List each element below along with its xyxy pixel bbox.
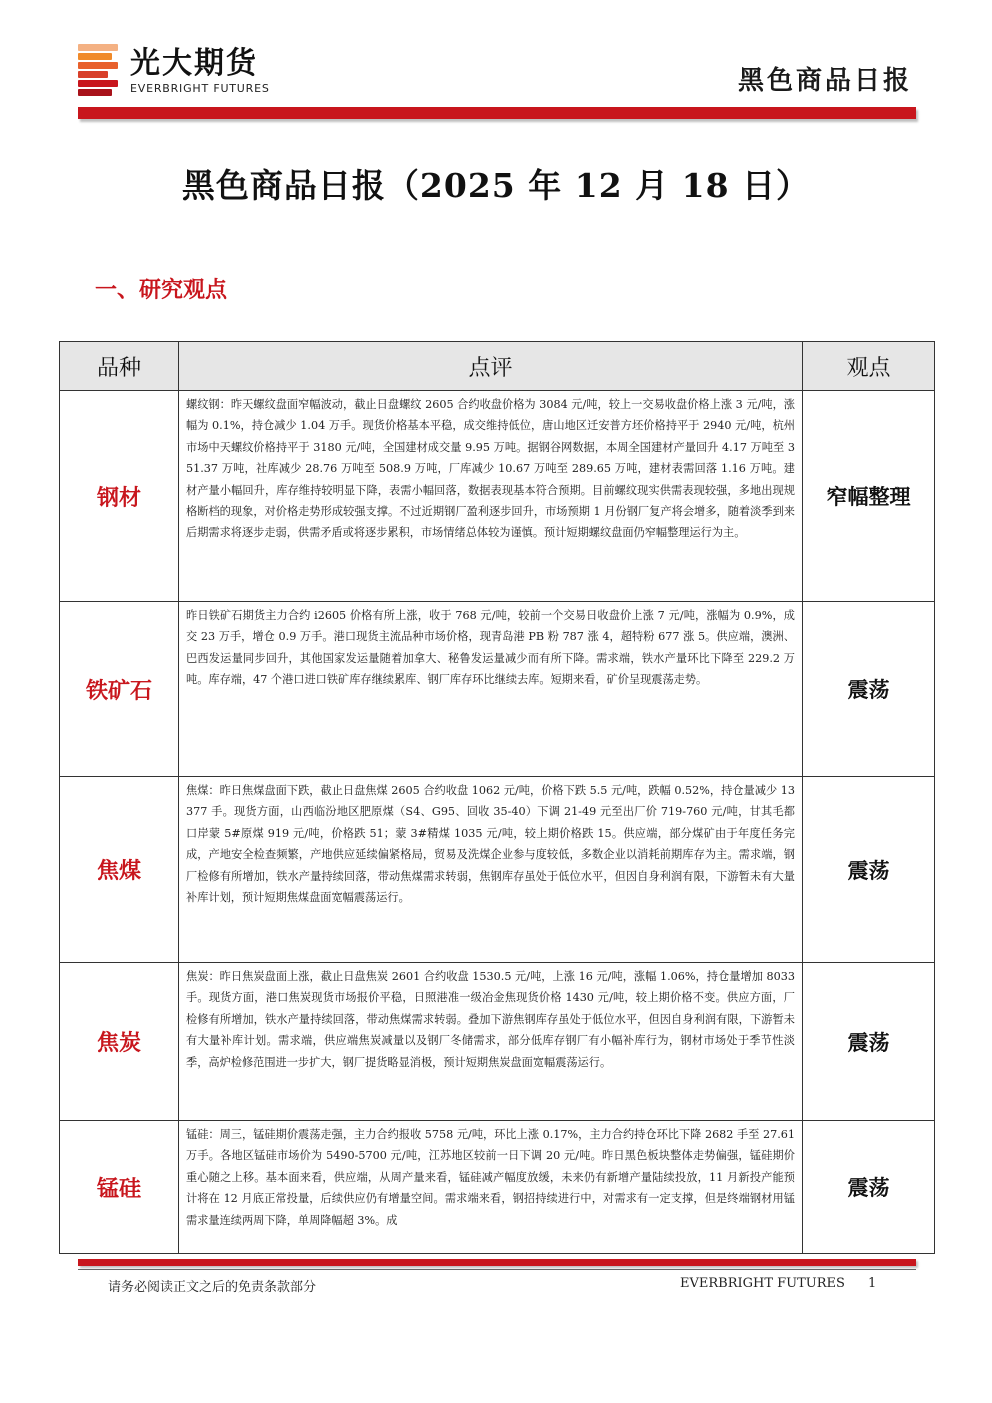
footer-brand: EVERBRIGHT FUTURES <box>680 1276 845 1291</box>
document-title: 黑色商品日报（2025 年 12 月 18 日） <box>181 166 811 205</box>
footer-disclaimer: 请务必阅读正文之后的免责条款部分 <box>108 1280 317 1295</box>
research-view-table <box>59 341 935 1254</box>
everbright-logo-icon <box>78 44 118 98</box>
table-row <box>60 1121 935 1254</box>
logo-name-cn: 光大期货 <box>130 46 258 81</box>
logo-name-en: EVERBRIGHT FUTURES <box>130 82 270 95</box>
comment-cell: 螺纹钢：昨天螺纹盘面窄幅波动，截止日盘螺纹 2605 合约收盘价格为 3084 元/吨，较上一交易收盘价格上涨 3 元/吨，涨幅为 0.1%，持仓减少 1.04 万手。现货价格基本平稳，成交维持低位，唐山地区迁安普方坯价格持平于 2940 元/吨，杭州市场中天螺纹价格持平于 3180 元/吨，全国建材成交量 9.95 万吨。据钢谷网数据，本周全国建材产量回升 4.17 万吨至 351.37 万吨，社库减少 28.76 万吨至 508.9 万吨，厂库减少 10.67 万吨至 289.65 万吨，建材表需回落 1.16 万吨。建材产量小幅回升，库存维持较明显下降，表需小幅回落，数据表现基本符合预期。目前螺纹现实供需表现较强，多地出现规格断档的现象，对价格走势形成较强支撑。不过近期钢厂盈利逐步回升，市场预期 1 月份钢厂复产将会增多，随着淡季到来后期需求将逐步走弱，供需矛盾或将逐步累积，市场情绪总体较为谨慎。预计短期螺纹盘面仍窄幅整理运行为主。 <box>179 391 803 602</box>
company-logo <box>78 44 278 98</box>
variety-cell: 铁矿石 <box>60 602 179 777</box>
variety-cell: 钢材 <box>60 391 179 602</box>
variety-cell: 锰硅 <box>60 1121 179 1254</box>
variety-cell: 焦煤 <box>60 777 179 963</box>
comment-cell: 昨日铁矿石期货主力合约 i2605 价格有所上涨，收于 768 元/吨，较前一个交易日收盘价上涨 7 元/吨，涨幅为 0.9%，成交 23 万手，增仓 0.9 万手。港口现货主流品种市场价格，现青岛港 PB 粉 787 涨 4，超特粉 677 涨 5。供应端，澳洲、巴西发运量同步回升，其他国家发运量随着加拿大、秘鲁发运量减少而有所下降。需求端，铁水产量环比下降至 229.2 万吨。库存端，47 个港口进口铁矿库存继续累库、钢厂库存环比继续去库。短期来看，矿价呈现震荡走势。 <box>179 602 803 777</box>
table-row <box>60 963 935 1121</box>
view-cell: 窄幅整理 <box>803 391 935 602</box>
table-row <box>60 391 935 602</box>
column-header-variety: 品种 <box>60 342 179 391</box>
page-number: 1 <box>868 1276 877 1291</box>
view-cell: 震荡 <box>803 1121 935 1254</box>
header-divider <box>78 107 916 119</box>
column-header-view: 观点 <box>803 342 935 391</box>
footer-divider <box>78 1259 916 1266</box>
table-row <box>60 602 935 777</box>
column-header-comment: 点评 <box>179 342 803 391</box>
table-header-row <box>60 342 935 391</box>
table-row <box>60 777 935 963</box>
footer-thin-rule <box>78 1269 916 1270</box>
header-report-title: 黑色商品日报 <box>737 66 912 96</box>
view-cell: 震荡 <box>803 777 935 963</box>
view-cell: 震荡 <box>803 963 935 1121</box>
variety-cell: 焦炭 <box>60 963 179 1121</box>
view-cell: 震荡 <box>803 602 935 777</box>
comment-cell: 焦炭：昨日焦炭盘面上涨，截止日盘焦炭 2601 合约收盘 1530.5 元/吨，上涨 16 元/吨，涨幅 1.06%，持仓量增加 8033 手。现货方面，港口焦炭现货市场报价平稳，日照港准一级冶金焦现货价格 1430 元/吨，较上期价格不变。供应方面，厂检修有所增加，铁水产量持续回落，带动焦煤需求转弱。叠加下游焦钢库存虽处于低位水平，但因自身利润有限，下游暂未有大量补库计划。需求端，供应端焦炭减量以及钢厂冬储需求，部分低库存钢厂有小幅补库行为，钢材市场处于季节性淡季，高炉检修范围进一步扩大，钢厂提货略显消极，预计短期焦炭盘面宽幅震荡运行。 <box>179 963 803 1121</box>
section-heading: 一、研究观点 <box>95 278 228 303</box>
comment-cell: 锰硅：周三，锰硅期价震荡走强，主力合约报收 5758 元/吨，环比上涨 0.17%，主力合约持仓环比下降 2682 手至 27.61 万手。各地区锰硅市场价为 5490-5700 元/吨，江苏地区较前一日下调 20 元/吨。昨日黑色板块整体走势偏强，锰硅期价重心随之上移。基本面来看，供应端，从周产量来看，锰硅减产幅度放缓，未来仍有新增产量陆续投放，11 月新投产能预计将在 12 月底正常投量，后续供应仍有增量空间。需求端来看，钢招持续进行中，对需求有一定支撑，但是终端钢材用锰需求量连续两周下降，单周降幅超 3%。成 <box>179 1121 803 1254</box>
comment-cell: 焦煤：昨日焦煤盘面下跌，截止日盘焦煤 2605 合约收盘 1062 元/吨，价格下跌 5.5 元/吨，跌幅 0.52%，持仓量减少 13377 手。现货方面，山西临汾地区肥原煤（S4、G95、回收 35-40）下调 21-49 元至出厂价 719-760 元/吨，甘其毛都口岸蒙 5#原煤 919 元/吨，价格跌 51；蒙 3#精煤 1035 元/吨，较上期价格跌 15。供应端，部分煤矿由于年度任务完成，产地安全检查频繁，产地供应延续偏紧格局，贸易及洗煤企业参与度较低，多数企业以消耗前期库存为主。需求端，钢厂检修有所增加，铁水产量持续回落，带动焦煤需求转弱，焦钢库存虽处于低位水平，但因自身利润有限，下游暂未有大量补库计划，预计短期焦煤盘面宽幅震荡运行。 <box>179 777 803 963</box>
